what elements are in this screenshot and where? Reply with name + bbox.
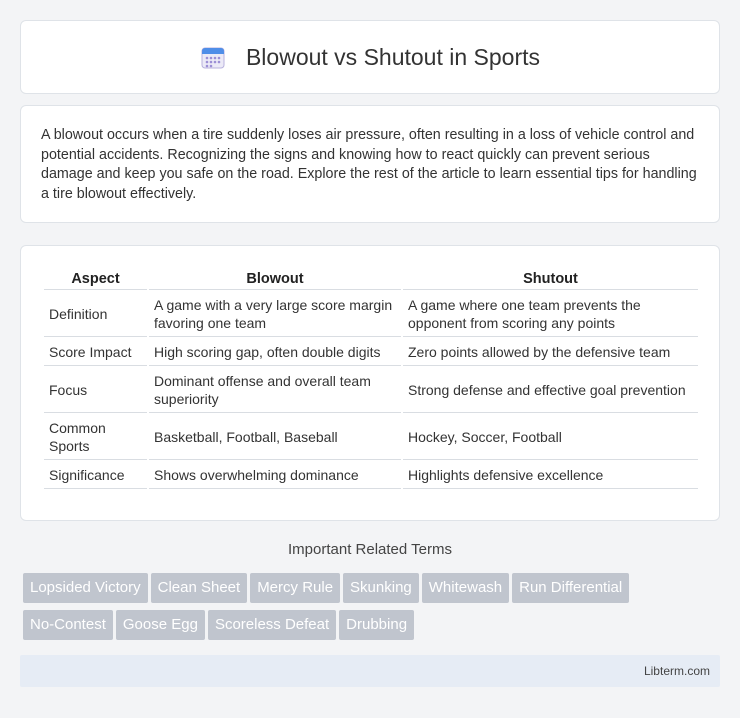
table-cell: Shows overwhelming dominance — [149, 462, 401, 489]
table-cell: Highlights defensive excellence — [403, 462, 698, 489]
table-cell: Focus — [44, 368, 147, 413]
table-cell: Score Impact — [44, 339, 147, 366]
comparison-table — [42, 266, 700, 491]
related-terms-list — [23, 573, 723, 647]
tag-mercy-rule[interactable]: Mercy Rule — [250, 573, 340, 603]
table-cell: A game with a very large score margin favoring one team — [149, 292, 401, 337]
title-card — [20, 20, 720, 94]
table-cell: Zero points allowed by the defensive team — [403, 339, 698, 366]
table-cell: Strong defense and effective goal prevention — [403, 368, 698, 413]
tag-clean-sheet[interactable]: Clean Sheet — [151, 573, 248, 603]
tag-drubbing[interactable]: Drubbing — [339, 610, 414, 640]
comparison-card — [20, 245, 720, 521]
table-cell: Hockey, Soccer, Football — [403, 415, 698, 460]
header-shutout: Shutout — [403, 268, 698, 290]
table-cell: Basketball, Football, Baseball — [149, 415, 401, 460]
table-cell: Common Sports — [44, 415, 147, 460]
table-row — [44, 292, 698, 337]
table-cell: Dominant offense and overall team superiority — [149, 368, 401, 413]
table-row — [44, 339, 698, 366]
header-aspect: Aspect — [44, 268, 147, 290]
tag-skunking[interactable]: Skunking — [343, 573, 419, 603]
table-cell: High scoring gap, often double digits — [149, 339, 401, 366]
tag-run-differential[interactable]: Run Differential — [512, 573, 629, 603]
tag-no-contest[interactable]: No-Contest — [23, 610, 113, 640]
table-cell: Definition — [44, 292, 147, 337]
page-title: Blowout vs Shutout in Sports — [245, 43, 541, 70]
footer — [20, 655, 720, 687]
intro-text: A blowout occurs when a tire suddenly loses air pressure, often resulting in a loss of vehicle control and potential accidents. Recognizing the signs and knowing how to react quickly can prevent serious damage and keep you safe on the road. Explore the rest of the article to learn essential tips for handling a tire blowout effectively. — [41, 127, 697, 202]
tag-goose-egg[interactable]: Goose Egg — [116, 610, 205, 640]
intro-card — [20, 105, 720, 223]
header-blowout: Blowout — [149, 268, 401, 290]
calendar-icon — [200, 44, 226, 70]
table-row — [44, 368, 698, 413]
table-row — [44, 462, 698, 489]
table-cell: A game where one team prevents the opponent from scoring any points — [403, 292, 698, 337]
table-cell: Significance — [44, 462, 147, 489]
tag-scoreless-defeat[interactable]: Scoreless Defeat — [208, 610, 336, 640]
related-terms-title: Important Related Terms — [288, 541, 452, 558]
table-header-row — [44, 268, 698, 290]
table-row — [44, 415, 698, 460]
footer-site-link[interactable]: Libterm.com — [643, 664, 710, 678]
tag-lopsided-victory[interactable]: Lopsided Victory — [23, 573, 148, 603]
tag-whitewash[interactable]: Whitewash — [422, 573, 509, 603]
